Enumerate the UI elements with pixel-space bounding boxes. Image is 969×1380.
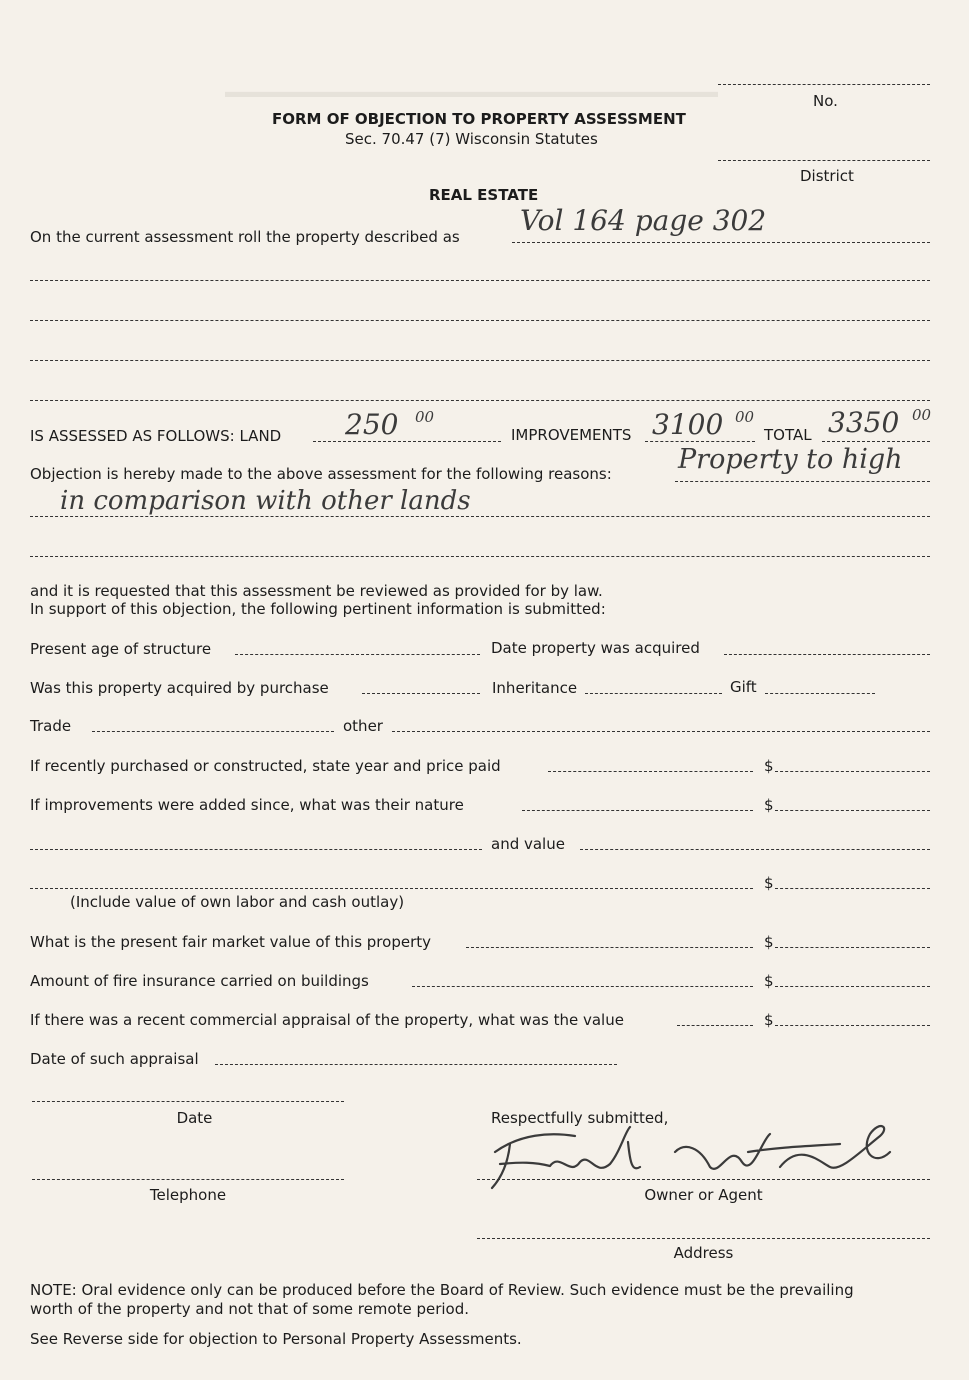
description-handwritten: Vol 164 page 302 bbox=[520, 204, 767, 237]
improvements-nature-field[interactable] bbox=[522, 810, 753, 811]
and-value-field[interactable] bbox=[580, 849, 930, 850]
age-label: Present age of structure bbox=[30, 640, 212, 658]
improvements-value: 3100 bbox=[652, 408, 724, 441]
total-value: 3350 bbox=[828, 406, 900, 439]
fire-label: Amount of fire insurance carried on buildings bbox=[30, 972, 369, 990]
purchase-field[interactable] bbox=[362, 693, 480, 694]
appraisal-value-field[interactable] bbox=[775, 1025, 930, 1026]
note-line-2: worth of the property and not that of some remote period. bbox=[30, 1300, 470, 1318]
gift-field[interactable] bbox=[765, 693, 875, 694]
total-cents: 00 bbox=[912, 406, 932, 424]
description-line-2[interactable] bbox=[30, 280, 930, 281]
appraisal-label: If there was a recent commercial appraisal of the property, what was the value bbox=[30, 1011, 624, 1029]
description-line-1[interactable] bbox=[512, 242, 930, 243]
market-field[interactable] bbox=[466, 947, 753, 948]
date-signature-line[interactable] bbox=[32, 1101, 344, 1102]
assessment-lead: IS ASSESSED AS FOLLOWS: LAND bbox=[30, 427, 282, 445]
purchase-label: Was this property acquired by purchase bbox=[30, 679, 329, 697]
telephone-line[interactable] bbox=[32, 1179, 344, 1180]
trade-label: Trade bbox=[30, 717, 72, 735]
improvements-value-field[interactable] bbox=[775, 810, 930, 811]
inheritance-label: Inheritance bbox=[492, 679, 578, 697]
appraisal-date-label: Date of such appraisal bbox=[30, 1050, 199, 1068]
district-line[interactable] bbox=[718, 160, 930, 161]
date-label: Date bbox=[176, 1109, 213, 1127]
land-line[interactable] bbox=[313, 441, 501, 442]
market-label: What is the present fair market value of this property bbox=[30, 933, 431, 951]
other-label: other bbox=[343, 717, 383, 735]
recent-price-field[interactable] bbox=[775, 771, 930, 772]
section-heading: REAL ESTATE bbox=[429, 186, 539, 204]
objection-lead: Objection is hereby made to the above assessment for the following reasons: bbox=[30, 465, 612, 483]
fire-dollar: $ bbox=[764, 972, 774, 990]
market-value-field[interactable] bbox=[775, 947, 930, 948]
age-field[interactable] bbox=[235, 654, 480, 655]
recent-year-field[interactable] bbox=[548, 771, 753, 772]
improvements-nature-label: If improvements were added since, what was their nature bbox=[30, 796, 464, 814]
reason-handwritten-1: Property to high bbox=[678, 444, 903, 475]
description-line-5[interactable] bbox=[30, 400, 930, 401]
improvements-line[interactable] bbox=[645, 441, 755, 442]
district-label: District bbox=[800, 167, 854, 185]
improvements-cents: 00 bbox=[735, 408, 755, 426]
recent-dollar: $ bbox=[764, 757, 774, 775]
recent-label: If recently purchased or constructed, state year and price paid bbox=[30, 757, 501, 775]
labor-note: (Include value of own labor and cash outlay) bbox=[70, 893, 405, 911]
request-line-2: In support of this objection, the following pertinent information is submitted: bbox=[30, 600, 606, 618]
labor-field[interactable] bbox=[30, 888, 753, 889]
request-line-1: and it is requested that this assessment be reviewed as provided for by law. bbox=[30, 582, 603, 600]
description-line-3[interactable] bbox=[30, 320, 930, 321]
improvements-label: IMPROVEMENTS bbox=[511, 426, 632, 444]
appraisal-dollar: $ bbox=[764, 1011, 774, 1029]
form-title: FORM OF OBJECTION TO PROPERTY ASSESSMENT bbox=[272, 110, 686, 128]
labor-value-field[interactable] bbox=[775, 888, 930, 889]
form-subtitle: Sec. 70.47 (7) Wisconsin Statutes bbox=[345, 130, 598, 148]
fire-value-field[interactable] bbox=[775, 986, 930, 987]
reverse-note: See Reverse side for objection to Personal Property Assessments. bbox=[30, 1330, 522, 1348]
note-line-1: NOTE: Oral evidence only can be produced before the Board of Review. Such evidence must be the prevailing bbox=[30, 1281, 854, 1299]
owner-label: Owner or Agent bbox=[644, 1186, 763, 1204]
reason-line-2[interactable] bbox=[30, 516, 930, 517]
appraisal-field[interactable] bbox=[677, 1025, 753, 1026]
description-lead: On the current assessment roll the property described as bbox=[30, 228, 460, 246]
fire-field[interactable] bbox=[412, 986, 753, 987]
gift-label: Gift bbox=[730, 678, 757, 696]
reason-line-3[interactable] bbox=[30, 556, 930, 557]
land-cents: 00 bbox=[415, 408, 435, 426]
total-label: TOTAL bbox=[764, 426, 812, 444]
show-through-ghost: ▬▬▬▬▬▬▬▬▬▬▬▬▬▬▬▬▬▬▬▬▬▬▬▬▬▬▬▬▬ bbox=[225, 82, 718, 101]
no-label: No. bbox=[813, 92, 838, 110]
description-line-4[interactable] bbox=[30, 360, 930, 361]
inheritance-field[interactable] bbox=[585, 693, 722, 694]
land-value: 250 bbox=[345, 408, 399, 441]
no-line[interactable] bbox=[718, 84, 930, 85]
trade-field[interactable] bbox=[92, 731, 334, 732]
appraisal-date-field[interactable] bbox=[215, 1064, 617, 1065]
telephone-label: Telephone bbox=[149, 1186, 227, 1204]
address-line[interactable] bbox=[477, 1238, 930, 1239]
date-acquired-label: Date property was acquired bbox=[491, 639, 700, 657]
reason-line-1[interactable] bbox=[675, 481, 930, 482]
respectfully-label: Respectfully submitted, bbox=[491, 1109, 669, 1127]
other-field[interactable] bbox=[392, 731, 930, 732]
signer-name-hidden bbox=[540, 1140, 641, 1158]
improvements-nature-field-2[interactable] bbox=[30, 849, 482, 850]
address-label: Address bbox=[673, 1244, 734, 1262]
improvements-dollar: $ bbox=[764, 796, 774, 814]
owner-signature-line[interactable] bbox=[477, 1179, 930, 1180]
date-acquired-field[interactable] bbox=[724, 654, 930, 655]
total-line[interactable] bbox=[822, 441, 930, 442]
and-value-label: and value bbox=[491, 835, 565, 853]
reason-handwritten-2: in comparison with other lands bbox=[60, 486, 471, 516]
labor-dollar: $ bbox=[764, 874, 774, 892]
market-dollar: $ bbox=[764, 933, 774, 951]
